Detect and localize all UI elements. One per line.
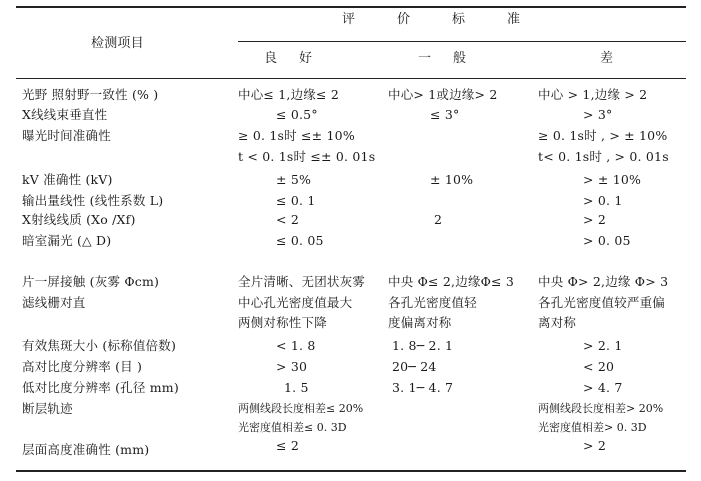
row-good: ≤ 0. 1: [276, 193, 316, 208]
row-poor: > 0. 05: [583, 233, 631, 248]
row-poor: ≥ 0. 1s时 , > ± 10%: [538, 128, 668, 143]
row-general: 各孔光密度值轻: [388, 295, 477, 310]
row-item: 曝光时间准确性: [22, 128, 111, 143]
row-good: 两侧线段长度相差≤ 20%: [238, 402, 364, 415]
row-item: 有效焦斑大小 (标称值倍数): [22, 338, 177, 353]
row-good: 1. 5: [284, 380, 309, 395]
row-good: ≤ 0. 05: [276, 233, 324, 248]
header-criteria: 评价标准: [342, 12, 563, 27]
row-poor: 中心 > 1,边缘 > 2: [538, 87, 648, 102]
header-general: 一般: [418, 51, 489, 66]
row-good: < 1. 8: [276, 338, 316, 353]
row-poor: > ± 10%: [583, 172, 642, 187]
criteria-rule: [238, 41, 686, 42]
row-item: 断层轨迹: [22, 401, 73, 416]
row-poor: 光密度值相差> 0. 3D: [538, 421, 647, 434]
row-general: 3. 1─ 4. 7: [392, 380, 454, 395]
row-general: 1. 8─ 2. 1: [392, 338, 454, 353]
row-poor: t< 0. 1s时 , > 0. 01s: [538, 149, 669, 164]
row-poor: > 2. 1: [583, 338, 623, 353]
header-good: 良好: [264, 51, 335, 66]
row-good: 光密度值相差≤ 0. 3D: [238, 421, 347, 434]
row-general: ≤ 3°: [430, 107, 460, 122]
row-good: 中心孔光密度值最大: [238, 295, 353, 310]
row-item: 高对比度分辨率 (目 ): [22, 359, 143, 374]
header-rule: [16, 78, 686, 79]
row-poor: 两侧线段长度相差> 20%: [538, 402, 664, 415]
row-good: t < 0. 1s时 ≤± 0. 01s: [238, 149, 376, 164]
row-item: 低对比度分辨率 (孔径 mm): [22, 380, 179, 395]
row-poor: > 4. 7: [583, 380, 623, 395]
row-good: ≤ 2: [276, 438, 299, 453]
row-good: ≤ 0.5°: [276, 107, 318, 122]
row-item: 暗室漏光 (△ D): [22, 233, 112, 248]
row-poor: < 20: [583, 359, 615, 374]
row-poor: > 2: [583, 438, 606, 453]
row-good: 两侧对称性下降: [238, 315, 327, 330]
row-good: ± 5%: [276, 172, 312, 187]
row-poor: 中央 Φ> 2,边缘 Φ> 3: [538, 274, 669, 289]
row-general: ± 10%: [430, 172, 474, 187]
row-item: 滤线栅对直: [22, 295, 86, 310]
row-item: 片一屏接触 (灰雾 Φcm): [22, 274, 160, 289]
row-poor: 离对称: [538, 315, 577, 330]
row-item: 输出量线性 (线性系数 L): [22, 193, 164, 208]
row-general: 20─ 24: [392, 359, 437, 374]
row-general: 中央 Φ≤ 2,边缘Φ≤ 3: [388, 274, 515, 289]
row-good: ≥ 0. 1s时 ≤± 10%: [238, 128, 355, 143]
row-good: 全片清晰、无团状灰雾: [238, 274, 366, 289]
row-general: 中心> 1或边缘> 2: [388, 87, 498, 102]
top-rule: [16, 6, 686, 8]
row-good: > 30: [276, 359, 308, 374]
row-item: X射线线质 (Xo /Xf): [22, 212, 136, 227]
row-poor: 各孔光密度值较严重偏: [538, 295, 666, 310]
row-general: 度偏离对称: [388, 315, 452, 330]
row-item: 光野 照射野一致性 (% ): [22, 87, 159, 102]
bottom-rule: [16, 470, 686, 472]
row-general: 2: [434, 212, 443, 227]
row-good: < 2: [276, 212, 299, 227]
row-item: X线线束垂直性: [22, 107, 108, 122]
row-item: kV 准确性 (kV): [22, 172, 113, 187]
row-good: 中心≤ 1,边缘≤ 2: [238, 87, 339, 102]
row-poor: > 2: [583, 212, 606, 227]
header-item: 检测项目: [91, 36, 144, 51]
row-item: 层面高度准确性 (mm): [22, 442, 150, 457]
row-poor: > 3°: [583, 107, 613, 122]
header-poor: 差: [600, 51, 614, 66]
row-poor: > 0. 1: [583, 193, 623, 208]
